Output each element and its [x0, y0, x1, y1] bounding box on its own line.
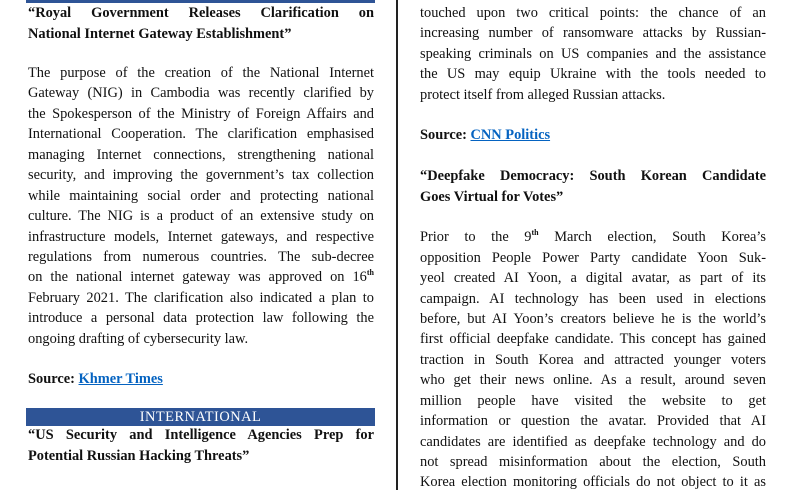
- text-line: touched upon two critical points: the chance of an: [420, 5, 766, 21]
- text-line: million people have visited the website to get: [420, 392, 766, 409]
- title-line: National Internet Gateway Establishment”: [28, 25, 292, 42]
- text-line: information or question the avatar. Provided that AI: [420, 413, 766, 430]
- title-line: “US Security and Intelligence Agencies Prep for: [28, 427, 374, 444]
- text-line: opposition People Power Party candidate Yoon Suk-: [420, 249, 766, 266]
- source-link-khmer-times[interactable]: Khmer Times: [78, 371, 163, 388]
- title-line: “Royal Government Releases Clarification on: [28, 5, 374, 21]
- right-column: [420, 0, 766, 493]
- section-header-international: INTERNATIONAL: [26, 408, 375, 426]
- text-line: introduce a personal data protection law following the: [28, 310, 374, 327]
- text-line: security, and improving the government’s tax collection: [28, 167, 374, 184]
- text-line: February 2021. The clarification also indicated a plan to: [28, 289, 374, 306]
- source-label: Source:: [420, 127, 467, 144]
- text-line: Prior to the 9th March election, South Korea’s: [420, 228, 766, 246]
- text-line: infrastructure models, Internet gateways, and respective: [28, 228, 374, 245]
- title-line: Goes Virtual for Votes”: [420, 188, 564, 205]
- text-line: yeol created AI Yoon, a digital avatar, as part of its: [420, 270, 766, 287]
- text-line: first official deepfake candidate. This concept has gained: [420, 331, 766, 348]
- article-title: [420, 166, 766, 207]
- text-line: increasing number of ransomware attacks by Russian-: [420, 25, 766, 42]
- source-label: Source:: [28, 371, 75, 388]
- text-line: on the national internet gateway was approved on 16th: [28, 268, 374, 286]
- source-line: [420, 125, 766, 145]
- article-title: [28, 3, 374, 44]
- left-column: [28, 0, 374, 466]
- text-line: culture. The NIG is a product of an extensive study on: [28, 208, 374, 225]
- text-line: regulations from numerous countries. The sub-decree: [28, 248, 374, 265]
- source-link-cnn-politics[interactable]: CNN Politics: [470, 127, 551, 144]
- text-line: while maintaining social order and protecting national: [28, 187, 374, 204]
- text-line: International Cooperation. The clarification emphasised: [28, 126, 374, 143]
- text-line: not spread misinformation about the election, South: [420, 454, 766, 470]
- text-line: before, but AI Yoon’s creators believe he is the world’s: [420, 310, 766, 327]
- source-line: [28, 369, 374, 389]
- text-line: the Spokesperson of the Ministry of Foreign Affairs and: [28, 105, 374, 122]
- article-body: [28, 63, 374, 349]
- text-line: Gateway (NIG) in Cambodia was recently clarified by: [28, 85, 374, 102]
- article-body: [420, 227, 766, 493]
- text-line: traction in South Korea and attracted younger voters: [420, 351, 766, 368]
- text-line: The purpose of the creation of the National Internet: [28, 65, 374, 81]
- text-line: ongoing drafting of cybersecurity law.: [28, 330, 249, 347]
- text-line: Korea election monitoring officials do not object to it as: [420, 474, 766, 491]
- text-line: who get their news online. As a result, around seven: [420, 372, 766, 389]
- text-line: protect itself from alleged Russian attacks.: [420, 86, 666, 103]
- text-line: the US may equip Ukraine with the tools needed to: [420, 66, 766, 83]
- title-line: “Deepfake Democracy: South Korean Candidate: [420, 168, 766, 185]
- article-body: [420, 3, 766, 105]
- title-line: Potential Russian Hacking Threats”: [28, 447, 250, 464]
- text-line: campaign. AI technology has been used in elections: [420, 290, 766, 307]
- text-line: speaking criminals on US companies and the assistance: [420, 45, 766, 62]
- text-line: managing Internet connections, strengthening national: [28, 146, 374, 163]
- text-line: candidates are identified as deepfake technology and do: [420, 433, 766, 450]
- column-divider: [396, 0, 398, 490]
- article-title: [28, 425, 374, 466]
